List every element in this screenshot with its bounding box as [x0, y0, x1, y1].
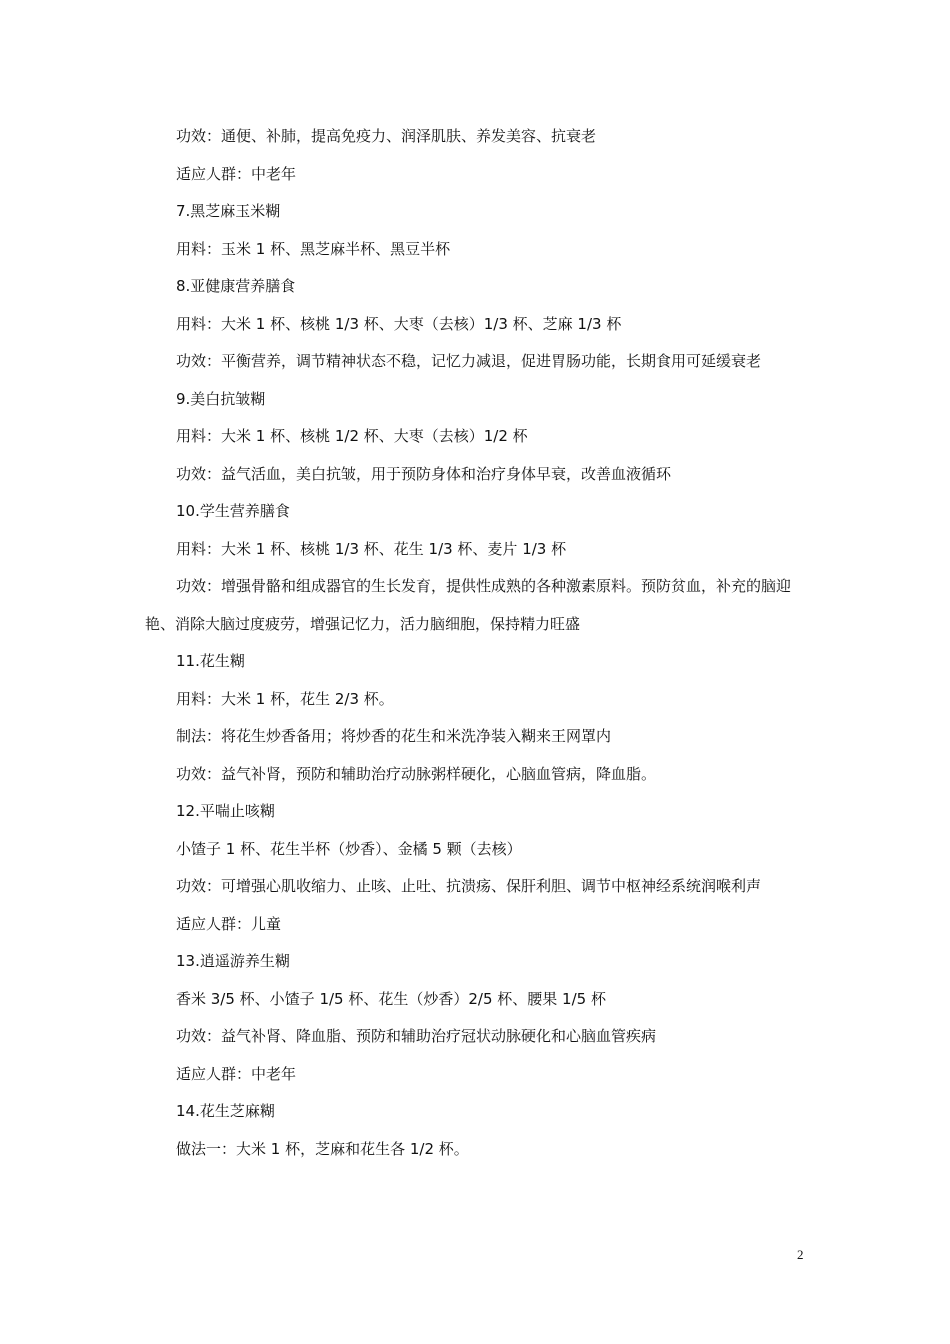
paragraph-effect-10: 功效：增强骨骼和组成器官的生长发育，提供性成熟的各种激素原料。预防贫血，补充的脑迎艳、消除大脑过度疲劳，增强记忆力，活力脑细胞，保持精力旺盛 [145, 577, 792, 633]
page-number: 2 [797, 1247, 804, 1262]
paragraph-ingredients-8: 用料：大米 1 杯、核桃 1/3 杯、大枣（去核）1/3 杯、芝麻 1/3 杯 [176, 314, 622, 333]
paragraph-effect-9: 功效：益气活血，美白抗皱，用于预防身体和治疗身体早衰，改善血液循环 [176, 464, 672, 483]
recipe-heading-9: 9.美白抗皱糊 [176, 389, 266, 408]
paragraph-target-group-13: 适应人群：中老年 [176, 1064, 297, 1083]
paragraph-method-11: 制法：将花生炒香备用；将炒香的花生和米洗净装入糊来王网罩内 [176, 727, 612, 745]
paragraph-effect-8: 功效：平衡营养，调节精神状态不稳，记忆力减退，促进胃肠功能，长期食用可延缓衰老 [176, 352, 762, 370]
recipe-heading-11: 11.花生糊 [176, 652, 245, 670]
paragraph-ingredients-10: 用料：大米 1 杯、核桃 1/3 杯、花生 1/3 杯、麦片 1/3 杯 [176, 539, 567, 558]
paragraph-ingredients-9: 用料：大米 1 杯、核桃 1/2 杯、大枣（去核）1/2 杯 [176, 427, 528, 445]
paragraph-ingredients-7: 用料：玉米 1 杯、黑芝麻半杯、黑豆半杯 [176, 239, 451, 258]
recipe-heading-13: 13.逍遥游养生糊 [176, 952, 290, 970]
document-body [145, 118, 810, 1168]
paragraph-method-14: 做法一：大米 1 杯，芝麻和花生各 1/2 杯。 [176, 1139, 469, 1158]
paragraph-effect-1: 功效：通便、补肺，提高免疫力、润泽肌肤、养发美容、抗衰老 [176, 127, 597, 145]
paragraph-ingredients-11: 用料：大米 1 杯，花生 2/3 杯。 [176, 689, 394, 708]
recipe-heading-10: 10.学生营养膳食 [176, 502, 290, 520]
recipe-heading-14: 14.花生芝麻糊 [176, 1102, 275, 1120]
paragraph-target-group-12: 适应人群：儿童 [176, 914, 282, 933]
paragraph-ingredients-13: 香米 3/5 杯、小馇子 1/5 杯、花生（炒香）2/5 杯、腰果 1/5 杯 [176, 989, 606, 1008]
recipe-heading-7: 7.黑芝麻玉米糊 [176, 202, 281, 220]
paragraph-ingredients-12: 小馇子 1 杯、花生半杯（炒香）、金橘 5 颗（去核） [176, 839, 522, 858]
paragraph-effect-11: 功效：益气补肾，预防和辅助治疗动脉粥样硬化，心脑血管病，降血脂。 [176, 764, 657, 783]
paragraph-effect-12: 功效：可增强心肌收缩力、止咳、止吐、抗溃疡、保肝利胆、调节中枢神经系统润喉利声 [176, 877, 762, 895]
paragraph-effect-13: 功效：益气补肾、降血脂、预防和辅助治疗冠状动脉硬化和心脑血管疾病 [176, 1027, 657, 1045]
recipe-heading-12: 12.平喘止咳糊 [176, 802, 275, 820]
paragraph-target-group-1: 适应人群：中老年 [176, 164, 297, 183]
recipe-heading-8: 8.亚健康营养膳食 [176, 277, 296, 295]
